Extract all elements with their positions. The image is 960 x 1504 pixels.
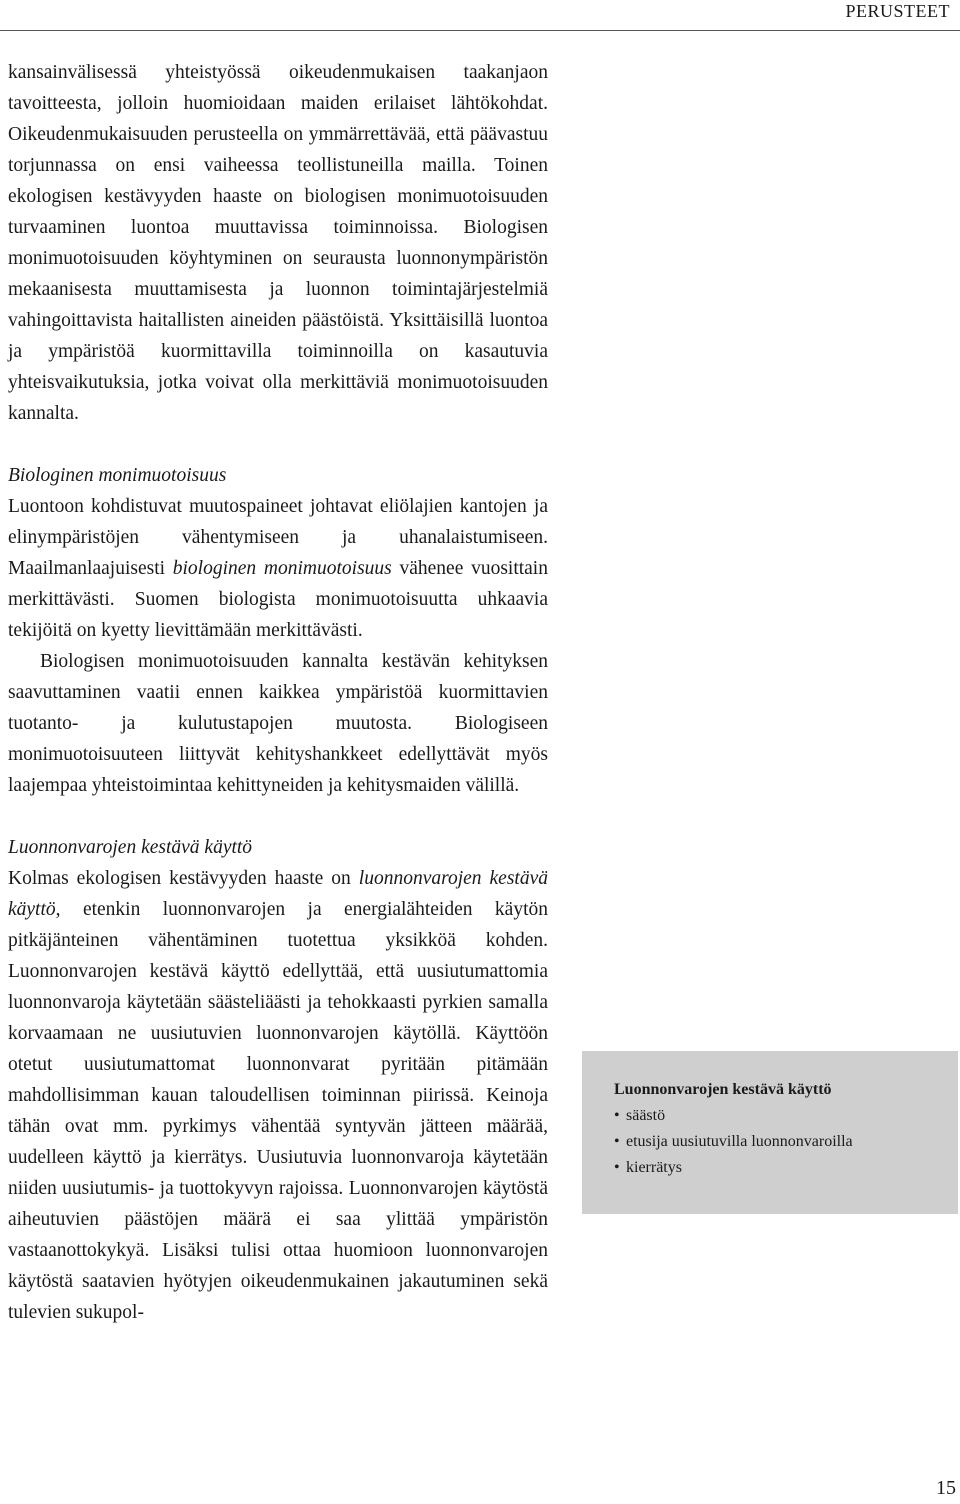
resources-p1-emphasis: luonnonvarojen kestävä käyttö (8, 868, 549, 920)
page-number: 15 (936, 1477, 956, 1499)
sidebox-title: Luonnonvarojen kestävä käyttö (614, 1081, 832, 1098)
sidebox-list-item: • säästö (614, 1103, 938, 1129)
resources-p1-text-a: Kolmas ekologisen kestävyyden haaste on (8, 868, 359, 889)
section-heading-resources: Luonnonvarojen kestävä käyttö (8, 837, 253, 858)
biodiversity-p1-emphasis: biologinen monimuotoisuus (172, 558, 392, 579)
summary-sidebox (582, 1051, 958, 1214)
intro-paragraph: kansainvälisessä yhteistyössä oikeudenmukaisen taakanjaon tavoitteesta, jolloin huomioidaan maiden erilaiset lähtökohdat. Oikeudenmukaisuuden perusteella on ymmärrettävää, että päävastuu torjunnassa on ensi vaiheessa teollistuneilla mailla. Toinen ekologisen kestävyyden haaste on biologisen monimuotoisuuden turvaaminen luontoa muuttavissa toiminnoissa. Biologisen monimuotoisuuden köyhtyminen on seurausta luonnonympäristön mekaanisesta muuttamisesta ja luonnon toimintajärjestelmiä vahingoittavista haitallisten aineiden päästöistä. Yksittäisillä luontoa ja ympäristöä kuormittavilla toiminnoilla on kasautuvia yhteisvaikutuksia, jotka voivat olla merkittäviä monimuotoisuuden kannalta. (8, 62, 548, 424)
section-resources (8, 832, 548, 1328)
biodiversity-paragraph-2: Biologisen monimuotoisuuden kannalta kestävän kehityksen saavuttaminen vaatii ennen kaikkea ympäristöä kuormittavien tuotanto- ja kulutustapojen muutosta. Biologiseen monimuotoisuuteen liittyvät kehityshankkeet edellyttävät myös laajempaa yhteistoimintaa kehittyneiden ja kehitysmaiden välillä. (8, 651, 548, 796)
sidebox-list (614, 1103, 938, 1181)
section-heading-biodiversity: Biologinen monimuotoisuus (8, 465, 227, 486)
resources-paragraph-1 (8, 863, 548, 1328)
resources-p1-text-b: , etenkin luonnonvarojen ja energialähteiden käytön pitkäjänteinen vähentäminen tuotettua yksikköä kohden. Luonnonvarojen kestävä käyttö edellyttää, että uusiutumattomia luonnonvaroja käytetään säästeliäästi ja tehokkaasti pyrkien samalla korvaamaan ne uusiutuvien luonnonvarojen käytöllä. Käyttöön otetut uusiutumattomat luonnonvarat pyritään pitämään mahdollisimman kauan taloudellisen toiminnan piirissä. Keinoja tähän ovat mm. pyrkimys vähentää syntyvän jätteen määrää, uudelleen käyttö ja kierrätys. Uusiutuvia luonnonvaroja käytetään niiden uusiutumis- ja tuottokyvyn rajoissa. Luonnonvarojen käytöstä aiheutuvien päästöjen määrä ei saa ylittää ympäristön vastaanottokykyä. Lisäksi tulisi ottaa huomioon luonnonvarojen käytöstä saatavien hyötyjen oikeudenmukainen jakautuminen sekä tulevien sukupol- (8, 899, 548, 1323)
sidebox-list-item: • etusija uusiutuvilla luonnonvaroilla (614, 1129, 938, 1155)
running-header: PERUSTEET (845, 1, 950, 21)
biodiversity-paragraph-1 (8, 491, 548, 646)
header-rule (0, 30, 960, 31)
sidebox-list-item: • kierrätys (614, 1155, 938, 1181)
main-text-column (8, 57, 548, 1328)
section-biodiversity (8, 460, 548, 801)
biodiversity-p1-text-b: vähenee vuosittain merkittävästi. Suomen biologista monimuotoisuutta uhkaavia tekijöitä on kyetty lievittämään merkittävästi. (8, 558, 548, 641)
biodiversity-p1-text-a: Luontoon kohdistuvat muutospaineet johtavat eliölajien kantojen ja elinympäristöjen vähentymiseen ja uhanalaistumiseen. Maailmanlaajuisesti (8, 496, 548, 579)
